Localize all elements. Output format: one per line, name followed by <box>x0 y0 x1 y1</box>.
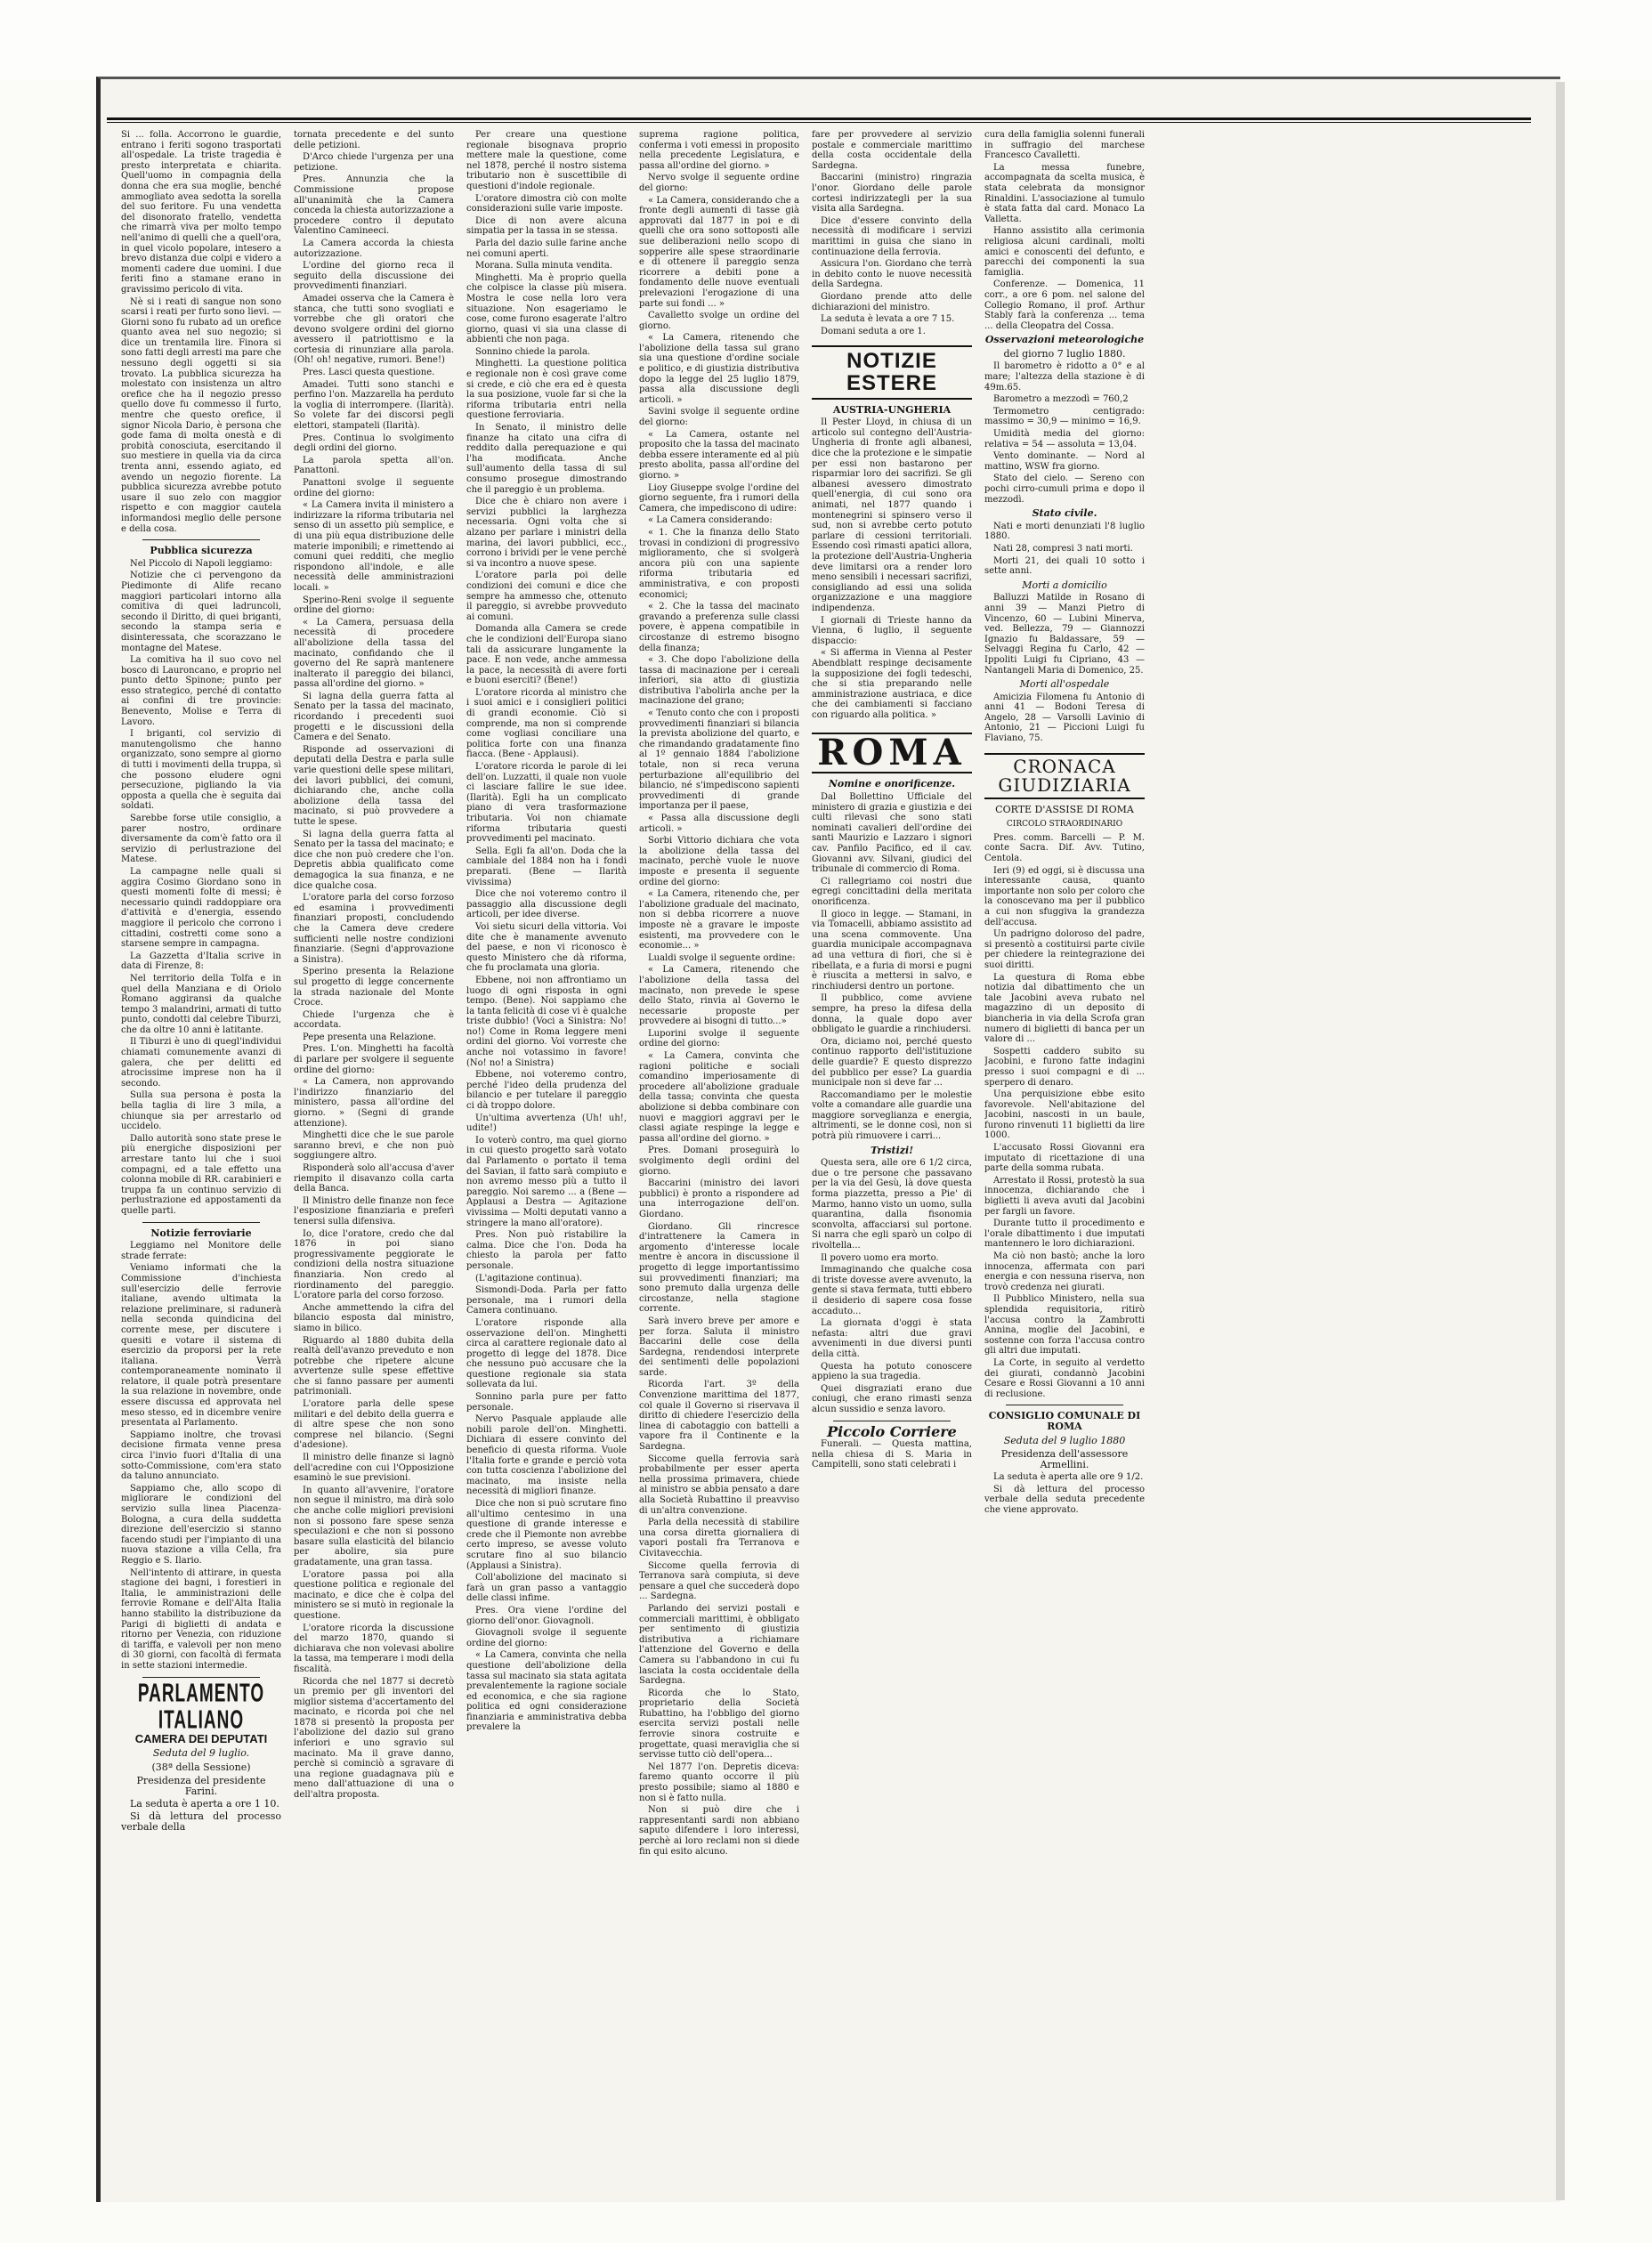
article-text: Io, dice l'oratore, credo che dal 1876 in poi siano progressivamente peggiorate le condizioni della nostra situazione finanziaria. Non credo al riordinamento del pareggio. L'oratore parla del corso forzoso. <box>294 1228 454 1301</box>
article-text: La campagne nelle quali si aggira Cosimo Giordano sono in questi momenti folte di messi; è necessario quindi raddoppiare ora d'attività e d'energia, essendo maggiore il pericolo che corrono i cittadini, costretti come sono a starsene sempre in campagna. <box>121 866 281 950</box>
article-text: Termometro centigrado: massimo = 30,9 — minimo = 16,9. <box>984 406 1145 427</box>
masthead-rule <box>107 117 1531 120</box>
article-text: Riguardo al 1880 dubita della realtà dell'avanzo preveduto e non potrebbe che ripetere alcune avvertenze sulle spese effettive che si fanno passare per aumenti patrimoniali. <box>294 1335 454 1397</box>
article-text: Vento dominante. — Nord al mattino, WSW fra giorno. <box>984 451 1145 472</box>
article-text: Dallo autorità sono state prese le più energiche disposizioni per arrestare tanto lui che i suoi compagni, ed a tale effetto una colonna mobile di RR. carabinieri e truppa fa un continuo servizio di perlustrazione ed appostamenti da quelle parti. <box>121 1133 281 1216</box>
section-subheading: Morti a domicilio <box>1022 579 1107 591</box>
article-text: Io voterò contro, ma quel giorno in cui questo progetto sarà votato dal Parlamento o portato il tema del Savian, il fatto sarà compiuto e non avremo messo più a tutto il pareggio. Noi saremo ... a (Bene — Applausi a Destra — Agitazione vivissima — Molti deputati vanno a stringere la mano all'oratore). <box>466 1135 627 1228</box>
article-text: Ricorda che lo Stato, proprietario della Società Rubattino, ha l'obbligo del giorno esercita servizi postali nelle ferrovie sinora costruite e progettate, quasi meraviglia che si servisse tutto ciò dell'opera... <box>639 1688 799 1761</box>
scan-margin <box>0 0 1652 80</box>
article-text: Pres. Continua lo svolgimento degli ordini del giorno. <box>294 433 454 454</box>
article-text: Dice che è chiaro non avere i servizi pubblici la larghezza necessaria. Ogni volta che si alzano per parlare i ministri della marina, dei lavori pubblici, ecc., corrono i brividi per le vene perchè si va incontro a nuove spese. <box>466 497 627 569</box>
article-text: Pres. Domani proseguirà lo svolgimento degli ordini del giorno. <box>639 1146 799 1177</box>
article-text: Ebbene, noi non affrontiamo un luogo di ogni risposta in ogni tempo. (Bene). Noi sappiamo che la tanta felicità di cose vi è qualche triste dubbio! (Voci a Sinistra: No! no!) Come in Roma leggere meni ordini del giorno. Voi vorreste che anche noi votassimo in favore! (No! no! a Sinistra) <box>466 975 627 1068</box>
article-text: Nervo svolge il seguente ordine del giorno: <box>639 173 799 193</box>
article-text: Pres. L'on. Minghetti ha facoltà di parlare per svolgere il seguente ordine del giorno: <box>294 1044 454 1075</box>
article-text: (L'agitazione continua). <box>475 1273 583 1283</box>
article-text: Minghetti dice che le sue parole saranno brevi, e che non può soggiungere altro. <box>294 1130 454 1162</box>
section-heading: Osservazioni meteorologiche <box>984 334 1145 346</box>
masthead-rule-thin <box>107 122 1531 123</box>
article-text: Nel Piccolo di Napoli leggiamo: <box>130 558 273 569</box>
article-text: Sospetti caddero subito su Jacobini, e furono fatte indagini presso i suoi compagni e di ... sperpero di denaro. <box>984 1046 1145 1088</box>
column-5 <box>812 130 972 2168</box>
article-text: In Senato, il ministro delle finanze ha citato una cifra di reddito dalla perequazione e qui l'ha modificata. Anche sull'aumento della tassa di sul consumo prosegue dimostrando che il pareggio è un problema. <box>466 423 627 495</box>
article-text: Il Pester Lloyd, in chiusa di un articolo sul contegno dell'Austria-Ungheria di fronte agli albanesi, dice che la protezione e le simpatie per essi non bastarono per risparmiar loro dei sacrifizi. Se gli albanesi avessero dimostrato quell'energia, di cui sono ora animati, nel 1877 quando i montenegrini si spinsero verso il sud, non si avrebbe certo potuto parlare di cessioni territoriali. Essendo così rimasti apatici allora, la protezione dell'Austria-Ungheria deve limitarsi ora a render loro meno sensibili i necessari sacrifizi, consigliando ad essi una solida organizzazione e una maggiore indipendenza. <box>812 417 972 613</box>
article-text: Questa sera, alle ore 6 1/2 circa, due o tre persone che passavano per la via del Gesù, là dove questa forma piazzetta, presso a Pie' di Marmo, hanno visto un uomo, sulla quarantina, dalla fisonomia sconvolta, affacciarsi sul portone. Si narra che egli sparò un colpo di rivoltella... <box>812 1158 972 1251</box>
article-text: La giornata d'oggi è stata nefasta: altri due gravi avvenimenti in due diversi punti della città. <box>812 1318 972 1359</box>
article-text: « La Camera, convinta che ragioni politiche e sociali comandino imperiosamente di procedere all'abolizione graduale della tassa; convinta che questa abolizione si debba combinare con nuovi e maggiori aggravi per le classi agiate respinge la legge e passa all'ordine del giorno. » <box>639 1051 799 1144</box>
article-text: Pres. Non può ristabilire la calma. Dice che l'on. Doda ha chiesto la parola per fatto personale. <box>466 1230 627 1271</box>
section-heading: Pubblica sicurezza <box>150 545 253 557</box>
article-text: Morana. Sulla minuta vendita. <box>475 261 613 271</box>
section-subheading: Morti all'ospedale <box>1019 678 1110 691</box>
article-text: Giordano. Gli rincresce d'intrattenere la Camera in argomento d'interesse locale mentre è ancora in discussione il progetto di legge importantissimo sui provvedimenti finanziari; ma sono premuto dalla urgenza delle circostanze, nella stagione corrente. <box>639 1221 799 1315</box>
article-text: Ebbene, noi voteremo contro, perché l'ideo della prudenza del bilancio e per tutelare il pareggio ci dà troppo dolore. <box>466 1070 627 1112</box>
article-text: Il pubblico, come avviene sempre, ha preso la difesa della donna, la quale dopo aver obbligato le guardie a rinchiudersi. <box>812 993 972 1035</box>
article-text: Domani seduta a ore 1. <box>821 326 926 336</box>
article-text: L'oratore ricorda al ministro che i suoi amici e i consiglieri politici di grandi economie. Ciò si comprende, ma non si comprende come vogliasi conciliare una politica forte con una finanza fiacca. (Bene - Applausi). <box>466 687 627 760</box>
article-text: Dice che non si può scrutare fino all'ultimo centesimo in una questione di grande interesse e crede che il Piemonte non avrebbe certo impreso, se avesse voluto scrutare fino al suo bilancio (Applausi a Sinistra). <box>466 1499 627 1571</box>
article-text: Sonnino parla pure per fatto personale. <box>466 1392 627 1413</box>
article-text: Nati e morti denunziati l'8 luglio 1880. <box>984 521 1145 542</box>
article-text: Un'ultima avvertenza (Uh! uh!, udite!) <box>466 1113 627 1134</box>
section-heading: CORTE D'ASSISE DI ROMA <box>995 803 1134 815</box>
article-text: L'oratore parla poi delle condizioni dei comuni e dice che sempre ha ammesso che, ottenuto il pareggio, si avrebbe provveduto ai comuni. <box>466 571 627 622</box>
article-text: L'oratore ricorda la discussione del marzo 1870, quando si dichiarava che non volevasi abolire la tassa, ma temperare i modi della fiscalità. <box>294 1623 454 1674</box>
article-text: Amadei osserva che la Camera è stanca, che tutti sono svogliati e vorrebbe che gli oratori che devono svolgere ordini del giorno avessero il patriottismo e la cortesia di rinunziare alla parola. (Oh! oh! negative, rumori. Bene!) <box>294 293 454 366</box>
article-text: « La Camera, convinta che nella questione dell'abolizione della tassa sul macinato sia stata agitata prevalentemente la ragione sociale ed economica, e che sia ragione politica ed ogni considerazione finanziaria e amministrativa debba prevalere la <box>466 1650 627 1733</box>
article-text: Amadei. Tutti sono stanchi e perfino l'on. Mazzarella ha perduto la voglia di interrompere. (Ilarità). So volete far dei discorsi pegli elettori, stampateli (Ilarità). <box>294 379 454 432</box>
cronaca-giudiziaria-title: CRONACA GIUDIZIARIA <box>984 753 1145 799</box>
article-text: tornata precedente e del sunto delle petizioni. <box>294 130 454 150</box>
article-text: Sarà invero breve per amore e per forza. Saluta il ministro Baccarini delle cose della Sardegna, rendendosi interprete dei sentimenti delle popolazioni sarde. <box>639 1316 799 1378</box>
article-text: Dice di non avere alcuna simpatia per la tassa in se stessa. <box>466 215 627 237</box>
article-text: Lualdi svolge il seguente ordine: <box>648 952 796 963</box>
article-text: I briganti, col servizio di manutengolismo che hanno organizzato, sono sempre al giorno di tutti i movimenti della truppa, sì che possono eludere ogni persecuzione, pigliando la via opposta a quella che è seguita dai soldati. <box>121 729 281 812</box>
article-text: L'oratore dimostra ciò con molte considerazioni sulle varie imposte. <box>466 193 627 215</box>
article-text: Nell'intento di attirare, in questa stagione dei bagni, i forestieri in Italia, le amministrazioni delle ferrovie Romane e dell'Alta Italia hanno stabilito la distribuzione da Parigi di biglietti di andata e ritorno per Venezia, con riduzione di tariffa, e valevoli per non meno di 30 giorni, con facoltà di fermata in sette stazioni intermedie. <box>121 1567 281 1671</box>
article-text: Risponde ad osservazioni di deputati della Destra e parla sulle varie questioni delle spese militari, dei lavori pubblici, dei comuni, dichiarando che, anche colla abolizione della tassa del macinato, si può provvedere a tutte le spese. <box>294 744 454 827</box>
article-text: « Passa alla discussione degli articoli. » <box>639 814 799 834</box>
session-president: Presidenza del presidente Farini. <box>136 1775 266 1797</box>
article-text: Chiede l'urgenza che è accordata. <box>294 1009 454 1031</box>
column-3 <box>466 130 627 2168</box>
article-text: Barometro a mezzodì = 760,2 <box>993 394 1129 405</box>
article-text: Pres. Ora viene l'ordine del giorno dell'onor. Giovagnoli. <box>466 1605 627 1626</box>
section-heading: Stato civile. <box>1032 507 1097 520</box>
article-text: Luporini svolge il seguente ordine del giorno: <box>639 1028 799 1049</box>
section-heading: Nomine e onorificenze. <box>828 778 956 790</box>
section-heading: AUSTRIA-UNGHERIA <box>832 403 952 416</box>
article-text: Arrestato il Rossi, protestò la sua innocenza, dichiarando che i biglietti li aveva avuti dal Jacobini per fargli un favore. <box>984 1175 1145 1217</box>
article-text: Notizie che ci pervengono da Piedimonte di Alife recano maggiori particolari intorno alla comitiva di quei ladruncoli, secondo il Diritto, di quei briganti, secondo la stampa seria e disinteressata, che scorazzano le montagne del Matese. <box>121 571 281 653</box>
article-text: Pepe presenta una Relazione. <box>303 1032 437 1042</box>
section-subheading: Presidenza dell'assessore Armellini. <box>1000 1448 1129 1470</box>
article-text: Leggiamo nel Monitore delle strade ferrate: <box>121 1241 281 1261</box>
article-text: Savini svolge il seguente ordine del giorno: <box>639 407 799 428</box>
notizie-estere-title: NOTIZIE ESTERE <box>812 345 972 399</box>
section-heading: CONSIGLIO COMUNALE DI ROMA <box>988 1410 1141 1432</box>
article-text: Pres. comm. Barcelli — P. M. conte Sacra. Dif. Avv. Tutino, Centola. <box>984 832 1145 864</box>
article-text: « La Camera, considerando che a fronte degli aumenti di tasse già approvati dal 1877 in poi e di quelli che ora sono sottoposti alle sue deliberazioni nello scopo di sopperire alle spese straordinarie e di ottenere il pareggio senza ricorrere a debiti pone a fondamento delle nuove eventuali prelevazioni l'erogazione di una parte sui fondi ... » <box>639 195 799 309</box>
article-text: suprema ragione politica, conferma i voti emessi in proposito nella precedente Legislatura, e passa all'ordine del giorno. » <box>639 130 799 171</box>
section-subheading: CIRCOLO STRAORDINARIO <box>1006 820 1123 830</box>
article-text: L'ordine del giorno reca il seguito della discussione dei provvedimenti finanziari. <box>294 261 454 292</box>
article-text: Pres. Lasci questa questione. <box>303 368 435 378</box>
session-date: Seduta del 9 luglio. <box>152 1746 250 1759</box>
article-text: Panattoni svolge il seguente ordine del giorno: <box>294 478 454 498</box>
divider <box>142 1222 260 1223</box>
article-text: Sperino presenta la Relazione sul progetto di legge concernente la strada nazionale del Monte Croce. <box>294 967 454 1008</box>
section-subheading: del giorno 7 luglio 1880. <box>1003 347 1126 360</box>
article-text: Una perquisizione ebbe esito favorevole. Nell'abitazione del Jacobini, nascosti in un baule, furono rinvenuti 11 biglietti da lire 1000. <box>984 1089 1145 1141</box>
column-4 <box>639 130 799 2168</box>
article-text: Baccarini (ministro) ringrazia l'onor. Giordano delle parole cortesi indirizzategli per la sua visita alla Sardegna. <box>812 173 972 215</box>
article-text: Sperino-Reni svolge il seguente ordine del giorno: <box>294 595 454 616</box>
article-text: La comitiva ha il suo covo nel bosco di Lauroncano, e proprio nel punto detto Spinone; punto per esso strategico, perché di contatto ai confini di tre provincie: Benevento, Molise e Terra di Lavoro. <box>121 655 281 727</box>
article-text: La Gazzetta d'Italia scrive in data di Firenze, 8: <box>121 951 281 972</box>
article-text: Veniamo informati che la Commissione d'inchiesta sull'esercizio delle ferrovie italiane, avendo ultimata la relazione preliminare, si radunerà nella seconda quindicina del corrente mese, per discutere i quesiti e votare il sistema di esercizio da proporsi per la rete italiana. Verrà contemporaneamente nominato il relatore, il quale potrà presentare la sua relazione in novembre, onde essere discussa ed approvata nel meso stesso, ed in dicembre venire presentata al Parlamento. <box>121 1263 281 1429</box>
article-text: Anche ammettendo la cifra del bilancio esposta dal ministro, siamo in bilico. <box>294 1302 454 1333</box>
article-text: « La Camera, ritenendo che, per l'abolizione graduale del macinato, non si debba ricorrere a nuove imposte nè a gravare le imposte esistenti, ma provvedere con le economie... » <box>639 889 799 951</box>
article-text: Nel 1877 l'on. Depretis diceva: faremo quanto occorre il più presto possibile; siamo al 1880 e non si è fatto nulla. <box>639 1761 799 1803</box>
article-text: Assicura l'on. Giordano che terrà in debito conto le nuove necessità della Sardegna. <box>812 259 972 290</box>
article-text: cura della famiglia solenni funerali in suffragio del marchese Francesco Cavalletti. <box>984 130 1145 161</box>
article-text: Sorbi Vittorio dichiara che vota la abolizione della tassa del macinato, perchè vuole le nuove imposte e presenta il seguente ordine del giorno: <box>639 836 799 887</box>
article-text: Sappiamo che, allo scopo di migliorare le condizioni del servizio sulla linea Piacenza-Bologna, a cura della suddetta direzione dell'esercizio si stanno facendo studi per l'impianto di una nuova stazione a villa Cella, fra Reggio e S. Ilario. <box>121 1483 281 1566</box>
article-text: Si dà lettura del processo verbale della seduta precedente che viene approvato. <box>984 1484 1145 1516</box>
article-text: Baccarini (ministro dei lavori pubblici) è pronto a rispondere ad una interrogazione dell'on. Giordano. <box>639 1178 799 1219</box>
article-text: Nè si i reati di sangue non sono scarsi i reati per furto sono lievi. — Giorni sono fu rubato ad un orefice quanto avea nel suo negozio; si dice un trentamila lire. Finora si sono fatti degli arresti ma pare che nessuno degli oggetti si sia trovato. La pubblica sicurezza ha molestato con insistenza un altro orefice che ha il negozio presso quello dove fu commesso il furto, mentre che questo orefice, il signor Nicola Dario, è persona che gode fama di molta onestà e di probità conosciuta, esercitando il suo mestiere in quella via da circa trenta anni, essendo agiato, ed avendo un negozio fiorente. La pubblica sicurezza avrebbe potuto usare il suo zelo con maggior rispetto e con maggior cautela informandosi meglio delle persone e della cosa. <box>121 296 281 534</box>
article-text: Per creare una questione regionale bisognava proprio mettere male la questione, come nel 1878, perché il nostro sistema tributario non è suscettibile di questioni d'indole regionale. <box>466 130 627 191</box>
article-text: Siccome quella ferrovia sarà probabilmente per esser aperta nella prossima primavera, chiede al ministro se abbia pensato a dare alla Società Rubattino il preavviso di un'altra convenzione. <box>639 1453 799 1516</box>
article-text: Morti 21, dei quali 10 sotto i sette anni. <box>984 555 1145 577</box>
article-text: La questura di Roma ebbe notizia dal dibattimento che un tale Jacobini aveva rubato nel magazzino di un deposito di biancheria in via della Scrofa gran numero di biglietti di banca per un valore di ... <box>984 972 1145 1045</box>
article-text: Pres. Annunzia che la Commissione propose all'unanimità che la Camera conceda la chiesta autorizzazione a procedere contro il deputato Valentino Camineeci. <box>294 174 454 237</box>
article-text: Ricorda che nel 1877 si decretò un premio per gli inventori del miglior sistema d'accertamento del macinato, e ricorda poi che nel 1878 si presentò la proposta per l'abolizione del dazio sul grano inferiori e uno sgravio sul macinato. Ma il grave danno, perchè si cominciò a sgravare di una regione guadagnava più e meno dall'attuazione di una o dell'altra proposta. <box>294 1676 454 1801</box>
article-text: Minghetti. La questione politica e regionale non è così grave come si crede, e ciò che era ed è questa la sua posizione, vuole far si che la riforma tributaria entri nella questione ferroviaria. <box>466 359 627 421</box>
article-text: L'oratore parla delle spese militari e del debito della guerra e di altre spese che non sono comprese nel bilancio. (Segni d'adesione). <box>294 1399 454 1451</box>
article-text: La seduta è levata a ore 7 15. <box>821 314 955 325</box>
article-text: « 2. Che la tassa del macinato gravando a preferenza sulle classi povere, è appena compatibile in circostanze di estremo bisogno della finanza; <box>639 602 799 653</box>
article-text: Dice che noi voteremo contro il passaggio alla discussione degli articoli, per idee diverse. <box>466 889 627 920</box>
section-heading: Tristizi! <box>870 1144 914 1156</box>
article-text: Parlando dei servizi postali e commerciali marittimi, è obbligato per sentimento di giustizia distributiva a richiamare l'attenzione del Governo e della Camera su l'abbandono in cui fu lasciata la costa occidentale della Sardegna. <box>639 1603 799 1687</box>
article-text: « La Camera, ostante nel proposito che la tassa del macinato debba essere interamente ed al più presto abolita, passa all'ordine del giorno. » <box>639 429 799 481</box>
article-text: Il Ministro delle finanze non fece l'esposizione finanziaria e preferì tenersi sulla difensiva. <box>294 1195 454 1227</box>
article-text: L'oratore passa poi alla questione politica e regionale del macinato, e dice che è colpa del ministero se si mutò in regionale la questione. <box>294 1569 454 1621</box>
roma-title: ROMA <box>812 733 972 773</box>
chamber-title: CAMERA DEI DEPUTATI <box>134 1732 268 1746</box>
article-text: Minghetti. Ma è proprio quella che colpisce la classe più misera. Mostra le cose nella loro vera situazione. Non esageriamo le cose, come furono esagerate l'altro giorno, quasi vi sia una classe di abbienti che non paga. <box>466 272 627 345</box>
column-6 <box>984 130 1145 2168</box>
article-text: Un padrigno doloroso del padre, si presentò a costituirsi parte civile per chiedere la reintegrazione dei suoi diritti. <box>984 929 1145 970</box>
article-text: « La Camera, non approvando l'indirizzo finanziario del ministero, passa all'ordine del giorno. » (Segni di grande attenzione). <box>294 1077 454 1129</box>
article-text: « La Camera, ritenendo che l'abolizione della tassa sul grano sia una questione d'ordine sociale e politico, e di giustizia distributiva dopo la legge del 25 luglio 1879, passa alla discussione degli articoli. » <box>639 333 799 405</box>
article-text: Sella. Egli fa all'on. Doda che la cambiale del 1884 non ha i fondi preparati. (Bene — Ilarità vivissima) <box>466 846 627 887</box>
parliament-title: PARLAMENTO ITALIANO <box>137 1680 265 1735</box>
article-text: Dal Bollettino Ufficiale del ministero di grazia e giustizia e dei culti rilevasi che sono stati nominati cavalieri dell'ordine dei santi Maurizio e Lazzaro i signori cav. Panfilo Pacifico, ed il cav. Giovanni avv. Silvani, giudici del tribunale di commercio di Roma. <box>812 792 972 875</box>
article-text: Immaginando che qualche cosa di triste dovesse avere avvenuto, la gente si stava fermata, tutti ebbero il desiderio di sapere cosa fosse accaduto... <box>812 1265 972 1316</box>
article-text: Hanno assistito alla cerimonia religiosa alcuni cardinali, molti amici e conoscenti del defunto, e parecchi dei componenti la sua famiglia. <box>984 226 1145 278</box>
article-text: Il povero uomo era morto. <box>821 1252 939 1263</box>
article-text: Cavalletto svolge un ordine del giorno. <box>639 311 799 331</box>
article-text: Stato del cielo. — Sereno con pochi cirro-cumuli prima e dopo il mezzodì. <box>984 474 1145 505</box>
article-text: Il ministro delle finanze si lagnò dell'acredine con cui l'Opposizione esaminò le sue previsioni. <box>294 1453 454 1484</box>
article-text: Giovagnoli svolge il seguente ordine del giorno: <box>466 1628 627 1648</box>
article-text: Amicizia Filomena fu Antonio di anni 41 — Bodoni Teresa di Angelo, 28 — Varsolli Lavinio di Antonio, 21 — Piccioni Luigi fu Flaviano, 75. <box>984 692 1145 744</box>
column-1 <box>121 130 281 2168</box>
article-text: Nati 28, compresi 3 nati morti. <box>993 543 1133 554</box>
article-text: Ora, diciamo noi, perché questo continuo rapporto dell'istituzione delle guardie? E questo disprezzo del pubblico per esse? La guardia municipale non si deve far ... <box>812 1036 972 1089</box>
page-edge-shadow <box>1556 82 1565 2200</box>
article-text: Umidità media del giorno: relativa = 54 — assoluta = 13,04. <box>984 429 1145 449</box>
article-text: Quei disgraziati erano due coniugi, che erano rimasti senza alcun sussidio e senza lavoro. <box>812 1383 972 1414</box>
article-text: Ma ciò non bastò; anche la loro innocenza, affermata con pari energia e con nessuna riserva, non trovò credenza nei giurati. <box>984 1251 1145 1292</box>
article-text: Ci rallegriamo coi nostri due egregi concittadini della meritata onorificenza. <box>812 876 972 907</box>
article-text: Sarebbe forse utile consiglio, a parer nostro, ordinare diversamente da com'è fatto ora il servizio di perlustrazione del Matese. <box>121 814 281 865</box>
article-text: Giordano prende atto delle dichiarazioni del ministro. <box>812 291 972 312</box>
article-text: Nel territorio della Tolfa e in quel della Manziana e di Oriolo Romano aggiransi da qualche tempo 3 malandrini, armati di tutto punto, condotti dal celebre Tiburzi, che da oltre 10 anni è latitante. <box>121 973 281 1035</box>
article-text: Funerali. — Questa mattina, nella chiesa di S. Maria in Campitelli, sono stati celebrati i <box>812 1439 972 1470</box>
article-text: Il gioco in legge. — Stamani, in via Tomacelli, abbiamo assistito ad una scena commovente. Una guardia municipale accompagnava ad una vettura di fiori, che si è ribellata, e a furia di morsi e pugni è riuscita a mettersi in salvo, e rinchiudersi dentro un portone. <box>812 909 972 992</box>
article-text: Sonnino chiede la parola. <box>475 346 591 357</box>
article-text: Questa ha potuto conoscere appieno la sua tragedia. <box>812 1361 972 1382</box>
article-text: Domanda alla Camera se crede che le condizioni dell'Europa siano tali da assicurare lungamente la pace. E non vede, anche ammessa la pace, la necessità di avere forti e buoni eserciti? (Bene!) <box>466 624 627 686</box>
column-2 <box>294 130 454 2168</box>
article-text: Siccome quella ferrovia di Terranova sarà compiuta, si deve pensare a quel che succederà dopo ... Sardegna. <box>639 1560 799 1602</box>
article-text: La seduta è aperta alle ore 9 1/2. <box>993 1472 1144 1483</box>
article-text: Parla della necessità di stabilire una corsa diretta giornaliera di vapori postali fra Terranova e Civitavecchia. <box>639 1518 799 1559</box>
article-text: Si ... folla. Accorrono le guardie, entrano i feriti sogono trasportati all'ospedale. La triste tragedia è presto interpretata e chiarita. Quell'uomo in compagnia della donna che era sua moglie, benché ammogliato avea sedotta la sorella del suo feritore. Fu una vendetta del disonorato fratello, vendetta che rimarrà viva per molto tempo nell'animo di quelli che a quell'ora, in quel vicolo popolare, intesero a brevo distanza due colpi e videro a momenti cadere due uomini. I due feriti fino a stamane erano in gravissimo pericolo di vita. <box>121 130 281 295</box>
article-text: L'oratore ricorda le parole di lei dell'on. Luzzatti, il quale non vuole ci lasciare fallire le sue idee. (Ilarità). Egli ha un complicato piano di vera trasformazione tributaria. Voi non chiamate riforma tributaria questi provvedimenti pel macinato. <box>466 762 627 845</box>
article-text: Voi sietu sicuri della vittoria. Voi dite che è manamente avvenuto del paese, e non vi riconosco è questo Ministero che dà riforma, che fu proclamata una gloria. <box>466 921 627 974</box>
article-text: L'accusato Rossi Giovanni era imputato di ricettazione di una parte della somma rubata. <box>984 1143 1145 1174</box>
article-text: Coll'abolizione del macinato si farà un gran passo a vantaggio delle classi infime. <box>466 1573 627 1604</box>
section-subheading: Seduta del 9 luglio 1880 <box>1003 1434 1126 1446</box>
article-text: Sappiamo inoltre, che trovasi decisione firmata venne presa circa l'invio fuori d'Italia di una sotto-Commissione, com'era stato da taluno annunciato. <box>121 1429 281 1482</box>
divider <box>142 1677 260 1678</box>
article-text: « 1. Che la finanza dello Stato trovasi in condizioni di progressivo miglioramento, che si svolgerà ancora più con una sapiente riforma tributaria ed amministrativa, e con proposti economici; <box>639 527 799 600</box>
article-text: Si lagna della guerra fatta al Senato per la tassa del macinato, ricordando i precedenti suoi progetti e le discussioni della Camera e del Senato. <box>294 691 454 743</box>
session-number: (38ª della Sessione) <box>151 1761 251 1773</box>
article-text: Non si può dire che i rappresentanti sardi non abbiano saputo difendere i loro interessi, perchè ai loro reclami non si diede fin qui esito alcuno. <box>639 1805 799 1857</box>
article-text: La messa funebre, accompagnata da scelta musica, è stata celebrata da monsignor Rinaldini. L'associazione al tumulo è stata fatta dal card. Monaco La Valletta. <box>984 162 1145 224</box>
article-text: L'oratore parla del corso forzoso ed esamina i provvedimenti finanziari proposti, concludendo che la Camera deve credere sufficienti nelle nostre condizioni finanziarie. (Segni d'approvazione a Sinistra). <box>294 893 454 965</box>
article-text: Nervo Pasquale applaude alle nobili parole dell'on. Minghetti. Dichiara di essere convinto del beneficio di questa riforma. Vuole l'Italia forte e grande e perciò vota con tutta coscienza l'abolizione del macinato, ma insiste nella necessità di migliori finanze. <box>466 1414 627 1497</box>
article-text: Risponderà solo all'accusa d'aver riempito il disavanzo colla carta della Banca. <box>294 1163 454 1194</box>
article-text: Ricorda l'art. 3º della Convenzione marittima del 1877, col quale il Governo si riservava il diritto di chiedere l'esercizio della linea di cabotaggio con battelli a vapore fra il Continente e la Sardegna. <box>639 1380 799 1453</box>
article-text: Raccomandiamo per le molestie volte a comandare alle guardie una maggiore sorveglianza e energia, altrimenti, se le donne così, non si potrà più rimuovere i carri... <box>812 1089 972 1142</box>
article-text: « Si afferma in Vienna al Pester Abendblatt respinge decisamente la supposizione dei fogli tedeschi, che si stia preparando nelle amministrazione austriaca, e dice che dei cambiamenti si facciano con riguardo alla politica. » <box>812 648 972 720</box>
section-heading: Notizie ferroviarie <box>150 1227 252 1239</box>
article-text: « La Camera considerando: <box>648 515 773 526</box>
article-text: Il Pubblico Ministero, nella sua splendida requisitoria, ritirò l'accusa contro la Zambrotti Annina, moglie del Jacobini, e sostenne con forza l'accusa contro gli altri due imputati. <box>984 1294 1145 1356</box>
divider <box>142 539 260 540</box>
article-text: Lioy Giuseppe svolge l'ordine del giorno seguente, fra i rumori della Camera, che impediscono di udire: <box>639 482 799 514</box>
article-text: Sismondi-Doda. Parla per fatto personale, ma i rumori della Camera continuano. <box>466 1285 627 1316</box>
article-text: D'Arco chiede l'urgenza per una petizione. <box>294 152 454 173</box>
article-text: L'oratore risponde alla osservazione dell'on. Minghetti circa al carattere regionale dato al progetto di legge del 1878. Dice che nessuno può accusare che la questione regionale sia stata sollevata da lui. <box>466 1317 627 1390</box>
article-text: Il Tiburzi è uno di quegl'individui chiamati comunemente avanzi di galera, che per delitti ed atrocissime imprese non ha il secondo. <box>121 1037 281 1089</box>
article-text: « Tenuto conto che con i proposti provvedimenti finanziari si bilancia la prevista abolizione del quarto, e che rimandando gradatamente fino al 1º gennaio 1884 l'abolizione totale, non si reca veruna perturbazione all'equilibrio del bilancio, né s'impediscono sapienti provvedimenti di grande importanza per il paese, <box>639 709 799 812</box>
article-text: Si lagna della guerra fatta al Senato per la tassa del macinato; e dice che non può credere che l'on. Depretis abbia qualificato come demagogica la sua finanza, e ne dice qualche cosa. <box>294 829 454 891</box>
article-text: Ieri (9) ed oggi, si è discussa una interessante causa, quanto importante non solo per coloro che la conoscevano ma per il pubblico a cui non sfuggiva la grandezza dell'accusa. <box>984 865 1145 927</box>
article-text: I giornali di Trieste hanno da Vienna, 6 luglio, il seguente dispaccio: <box>812 615 972 646</box>
piccolo-corriere-title: Piccolo Corriere <box>827 1422 957 1440</box>
article-text: La parola spetta all'on. Panattoni. <box>294 455 454 476</box>
article-text: « La Camera, ritenendo che l'abolizione della tassa del macinato, non prevede le spese dello Stato, rinvia al Governo le necessarie proposte per provvedere ai bisogni di tutto...» <box>639 965 799 1027</box>
article-text: Dice d'essere convinto della necessità di modificare i servizi marittimi in guisa che siano in continuazione della ferrovia. <box>812 215 972 257</box>
article-text: Si dà lettura del processo verbale della <box>121 1810 281 1833</box>
article-text: Il barometro è ridotto a 0° e al mare; l'altezza della stazione è di 49m.65. <box>984 361 1145 393</box>
article-text: fare per provvedere al servizio postale e commerciale marittimo della costa occidentale della Sardegna. <box>812 130 972 171</box>
article-text: La seduta è aperta a ore 1 10. <box>130 1798 279 1810</box>
article-text: Conferenze. — Domenica, 11 corr., a ore 6 pom. nel salone del Collegio Romano, il prof. Arthur Stably farà la conferenza ... tema ... della Cleopatra del Cossa. <box>984 279 1145 331</box>
article-text: « La Camera, persuasa della necessità di procedere all'abolizione della tassa del macinato, confidando che il governo del Re saprà mantenere inalterato il pareggio dei bilanci, passa all'ordine del giorno. » <box>294 617 454 690</box>
article-text: La Camera accorda la chiesta autorizzazione. <box>294 238 454 259</box>
article-text: Parla del dazio sulle farine anche nei comuni aperti. <box>466 238 627 259</box>
article-text: Durante tutto il procedimento e l'orale dibattimento i due imputati mantennero le loro dichiarazioni. <box>984 1219 1145 1250</box>
article-text: « 3. Che dopo l'abolizione della tassa di macinazione per i cereali inferiori, sia atto di giustizia distributiva l'abolirla anche per la macinazione del grano; <box>639 655 799 707</box>
article-text: Balluzzi Matilde in Rosano di anni 39 — Manzi Pietro di Vincenzo, 60 — Lubini Minerva, ved. Bellezza, 79 — Giannozzi Ignazio fu Baldassare, 59 — Selvaggi Regina fu Carlo, 42 — Ippoliti Luigi fu Cipriano, 43 — Nantangeli Maria di Domenico, 25. <box>984 593 1145 676</box>
article-text: Sulla sua persona è posta la bella taglia di lire 3 mila, a chiunque sia per arrestarlo od uccidelo. <box>121 1090 281 1132</box>
article-text: « La Camera invita il ministero a indirizzare la riforma tributaria nel senso di un assetto più semplice, e di una più equa distribuzione delle materie imponibili; e rimettendo ai comuni quei redditi, che meglio rispondono all'indole, e alle necessità delle amministrazioni locali. » <box>294 500 454 593</box>
article-text: La Corte, in seguito al verdetto dei giurati, condannò Jacobini Cesare e Rossi Giovanni a 10 anni di reclusione. <box>984 1357 1145 1399</box>
article-text: In quanto all'avvenire, l'oratore non segue il ministro, ma dirà solo che anche colle migliori previsioni non si possono fare spese senza speculazioni e che non si possono basare sulla elasticità del bilancio per abolire, sia pure gradatamente, una gran tassa. <box>294 1485 454 1567</box>
